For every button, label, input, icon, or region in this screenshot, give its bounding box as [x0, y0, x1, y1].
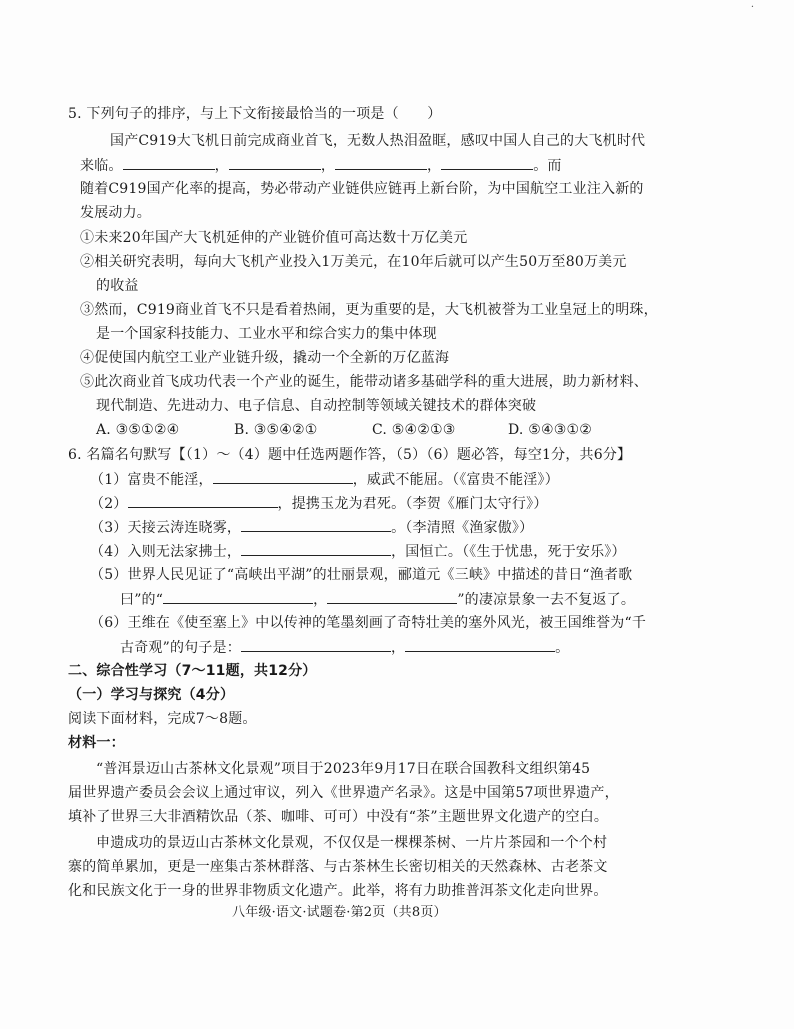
q5-passage-a: 国产C919大飞机日前完成商业首飞，无数人热泪盈眶，感叹中国人自己的大飞机时代 [110, 133, 646, 149]
q6-item-1 [90, 469, 559, 490]
q5-choice-b[interactable]: B. ③⑤④②① [234, 422, 318, 438]
q5-passage-b-end: 。而 [533, 158, 562, 174]
q6-item-5-cont [120, 589, 635, 610]
corner-mark: · [750, 2, 754, 13]
material-label: 材料一： [68, 735, 125, 751]
q6-blank-3[interactable] [241, 517, 391, 532]
q6-item-6-sep: ， [390, 640, 406, 656]
q6-blank-2[interactable] [128, 493, 278, 508]
q5-passage-d: 发展动力。 [80, 205, 151, 221]
q6-item-6-prefix: 古奇观”的句子是： [120, 640, 241, 656]
material-para2-line2: 寨的简单累加，更是一座集古茶林群落、与古茶林生长密切相关的天然森林、古老茶文 [68, 859, 608, 875]
q6-blank-6a[interactable] [241, 637, 391, 652]
q5-stem: 5. 下列句子的排序，与上下文衔接最恰当的一项是（ ） [68, 106, 442, 122]
q6-item-1-prefix: （1）富贵不能淫， [90, 472, 213, 488]
q5-choice-d[interactable]: D. ⑤④③①② [508, 422, 592, 438]
material-para1-line1: “普洱景迈山古茶林文化景观”项目于2023年9月17日在联合国教科文组织第45 [96, 761, 591, 777]
q5-option-5: ⑤此次商业首飞成功代表一个产业的诞生，能带动诸多基础学科的重大进展，助力新材料、 [80, 374, 648, 390]
q6-item-5-sep: ， [313, 592, 328, 608]
q6-blank-4[interactable] [241, 541, 391, 556]
q6-item-3-prefix: （3）天接云涛连晓雾， [90, 520, 242, 536]
section2-instruction: 阅读下面材料，完成7～8题。 [68, 711, 257, 727]
q5-option-5-cont: 现代制造、先进动力、电子信息、自动控制等领域关键技术的群体突破 [96, 398, 537, 414]
section2-title: 二、综合性学习（7～11题，共12分） [68, 663, 317, 679]
q5-choice-a[interactable]: A. ③⑤①②④ [96, 422, 180, 438]
q5-option-1: ①未来20年国产大飞机延伸的产业链价值可高达数十万亿美元 [80, 230, 468, 246]
q5-option-4: ④促使国内航空工业产业链升级，撬动一个全新的万亿蓝海 [80, 350, 450, 366]
q6-item-4-prefix: （4）入则无法家拂士， [90, 544, 242, 560]
q5-option-3: ③然而，C919商业首飞不只是看着热闹，更为重要的是，大飞机被誉为工业皇冠上的明珠， [80, 302, 658, 318]
q6-item-5-prefix: 曰”的“ [120, 592, 164, 608]
q6-item-1-suffix: ，威武不能屈。（《富贵不能淫》） [352, 472, 559, 488]
q5-blank-1[interactable] [123, 155, 215, 170]
q5-sep-1: ， [214, 158, 229, 174]
q5-option-2: ②相关研究表明，每向大飞机产业投入1万美元，在10年后就可以产生50万至80万美元 [80, 254, 627, 270]
q5-passage-b [80, 155, 562, 176]
q5-passage-c: 随着C919国产化率的提高，势必带动产业链供应链再上新台阶，为中国航空工业注入新的 [80, 181, 644, 197]
material-para2-line1: 申遗成功的景迈山古茶林文化景观，不仅仅是一棵棵茶树、一片片茶园和一个个村 [96, 835, 608, 851]
q6-blank-6b[interactable] [405, 637, 555, 652]
q6-item-3-suffix: 。（李清照《渔家傲》） [391, 520, 534, 536]
material-para1-line2: 届世界遗产委员会会议上通过审议，列入《世界遗产名录》。这是中国第57项世界遗产， [68, 785, 619, 801]
q5-passage-b-start: 来临。 [80, 158, 123, 174]
q5-blank-4[interactable] [441, 155, 533, 170]
q5-option-2-cont: 的收益 [96, 278, 139, 294]
q6-blank-1[interactable] [213, 469, 353, 484]
q5-sep-2: ， [320, 158, 336, 174]
q6-blank-5b[interactable] [327, 589, 457, 604]
q5-sep-3: ， [427, 158, 442, 174]
q6-item-5: （5）世界人民见证了“高峡出平湖”的壮丽景观，郦道元《三峡》中描述的昔日“渔者歌 [90, 567, 633, 583]
q5-option-3-cont: 是一个国家科技能力、工业水平和综合实力的集中体现 [96, 326, 437, 342]
q6-item-4 [90, 541, 626, 562]
q6-item-6-cont [120, 637, 569, 658]
material-para2-line3: 化和民族文化于一身的世界非物质文化遗产。此举，将有力助推普洱茶文化走向世界。 [68, 883, 608, 899]
page-footer: 八年级·语文·试题卷·第2页（共8页） [232, 905, 447, 920]
q5-blank-3[interactable] [335, 155, 427, 170]
q6-item-2-prefix: （2） [90, 496, 128, 512]
q6-blank-5a[interactable] [163, 589, 313, 604]
q5-blank-2[interactable] [229, 155, 321, 170]
section2-sub1: （一）学习与探究（4分） [68, 687, 235, 703]
q6-item-6-suffix: 。 [555, 640, 570, 656]
q5-choice-c[interactable]: C. ⑤④②①③ [372, 422, 456, 438]
q6-item-5-suffix: ”的凄凉景象一去不复返了。 [457, 592, 636, 608]
q6-item-6: （6）王维在《使至塞上》中以传神的笔墨刻画了奇特壮美的塞外风光，被王国维誉为“千 [90, 615, 647, 631]
q6-item-2-suffix: ，提携玉龙为君死。（李贺《雁门太守行》） [277, 496, 548, 512]
q6-item-2 [90, 493, 548, 514]
q6-item-3 [90, 517, 533, 538]
q6-item-4-suffix: ，国恒亡。（《生于忧患，死于安乐》） [391, 544, 626, 560]
q6-stem: 6. 名篇名句默写【（1）～（4）题中任选两题作答，（5）（6）题必答，每空1分，共6分】 [68, 447, 632, 463]
material-para1-line3: 填补了世界三大非酒精饮品（茶、咖啡、可可）中没有“茶”主题世界文化遗产的空白。 [68, 809, 609, 825]
